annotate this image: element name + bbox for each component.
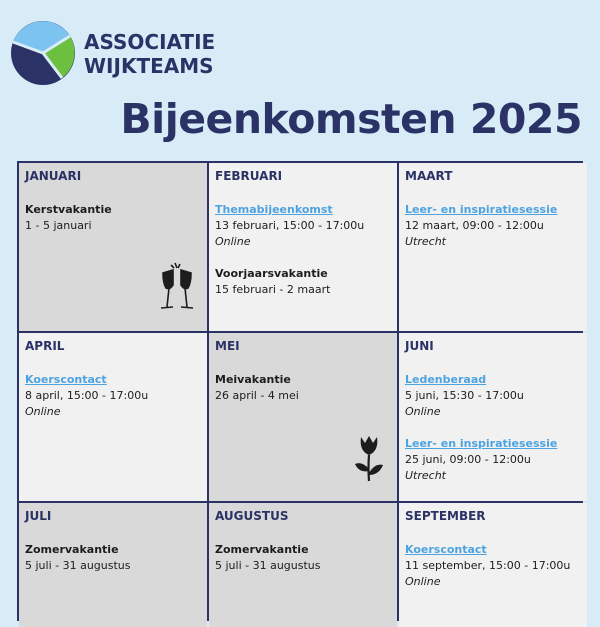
event-location: Online: [25, 405, 61, 418]
event-item: [405, 436, 581, 484]
event-link[interactable]: Leer- en inspiratiesessie: [405, 437, 558, 450]
month-cell-april: [19, 333, 207, 501]
month-cell-februari: [209, 163, 397, 331]
month-cell-september: [399, 503, 587, 627]
event-date: 11 september, 15:00 - 17:00u: [405, 559, 571, 572]
brand-line-1: ASSOCIATIE: [84, 30, 216, 54]
month-name: APRIL: [25, 339, 65, 353]
event-item: [215, 266, 391, 298]
champagne-glasses-icon: [157, 261, 197, 317]
event-date: 8 april, 15:00 - 17:00u: [25, 389, 149, 402]
associatie-logo-icon: [10, 20, 76, 86]
month-name: JUNI: [405, 339, 434, 353]
event-link[interactable]: Leer- en inspiratiesessie: [405, 203, 558, 216]
event-location: Online: [405, 405, 441, 418]
event-date: 13 februari, 15:00 - 17:00u: [215, 219, 365, 232]
event-link[interactable]: Ledenberaad: [405, 373, 487, 386]
event-title: Zomervakantie: [215, 543, 309, 556]
month-cell-mei: [209, 333, 397, 501]
month-name: MEI: [215, 339, 240, 353]
event-date: 5 juli - 31 augustus: [215, 559, 321, 572]
event-item: [25, 542, 201, 574]
event-link[interactable]: Koerscontact: [405, 543, 487, 556]
month-cell-juni: [399, 333, 587, 501]
month-cell-maart: [399, 163, 587, 331]
month-cell-augustus: [209, 503, 397, 627]
event-date: 15 februari - 2 maart: [215, 283, 331, 296]
event-title: Kerstvakantie: [25, 203, 112, 216]
event-item: [405, 372, 581, 420]
event-item: [25, 372, 201, 420]
event-location: Utrecht: [405, 469, 446, 482]
event-link[interactable]: Koerscontact: [25, 373, 107, 386]
month-name: JANUARI: [25, 169, 82, 183]
event-date: 12 maart, 09:00 - 12:00u: [405, 219, 544, 232]
event-item: [25, 202, 201, 234]
event-item: [405, 542, 581, 590]
event-location: Utrecht: [405, 235, 446, 248]
event-date: 5 juni, 15:30 - 17:00u: [405, 389, 524, 402]
month-name: SEPTEMBER: [405, 509, 486, 523]
event-item: [215, 372, 391, 404]
month-cell-januari: [19, 163, 207, 331]
brand-line-2: WIJKTEAMS: [84, 54, 214, 78]
month-name: MAART: [405, 169, 453, 183]
event-date: 5 juli - 31 augustus: [25, 559, 131, 572]
event-link[interactable]: Themabijeenkomst: [215, 203, 333, 216]
month-name: FEBRUARI: [215, 169, 283, 183]
event-date: 25 juni, 09:00 - 12:00u: [405, 453, 531, 466]
event-item: [405, 202, 581, 250]
event-item: [215, 202, 391, 250]
event-title: Voorjaarsvakantie: [215, 267, 328, 280]
event-date: 26 april - 4 mei: [215, 389, 299, 402]
month-cell-juli: [19, 503, 207, 627]
month-name: AUGUSTUS: [215, 509, 289, 523]
event-title: Zomervakantie: [25, 543, 119, 556]
event-location: Online: [405, 575, 441, 588]
page-title: Bijeenkomsten 2025: [120, 95, 582, 143]
brand-name: [84, 30, 215, 78]
tulip-icon: [353, 433, 385, 487]
calendar-grid: [17, 161, 583, 621]
event-item: [215, 542, 391, 574]
event-location: Online: [215, 235, 251, 248]
month-name: JULI: [25, 509, 52, 523]
event-title: Meivakantie: [215, 373, 291, 386]
event-date: 1 - 5 januari: [25, 219, 92, 232]
